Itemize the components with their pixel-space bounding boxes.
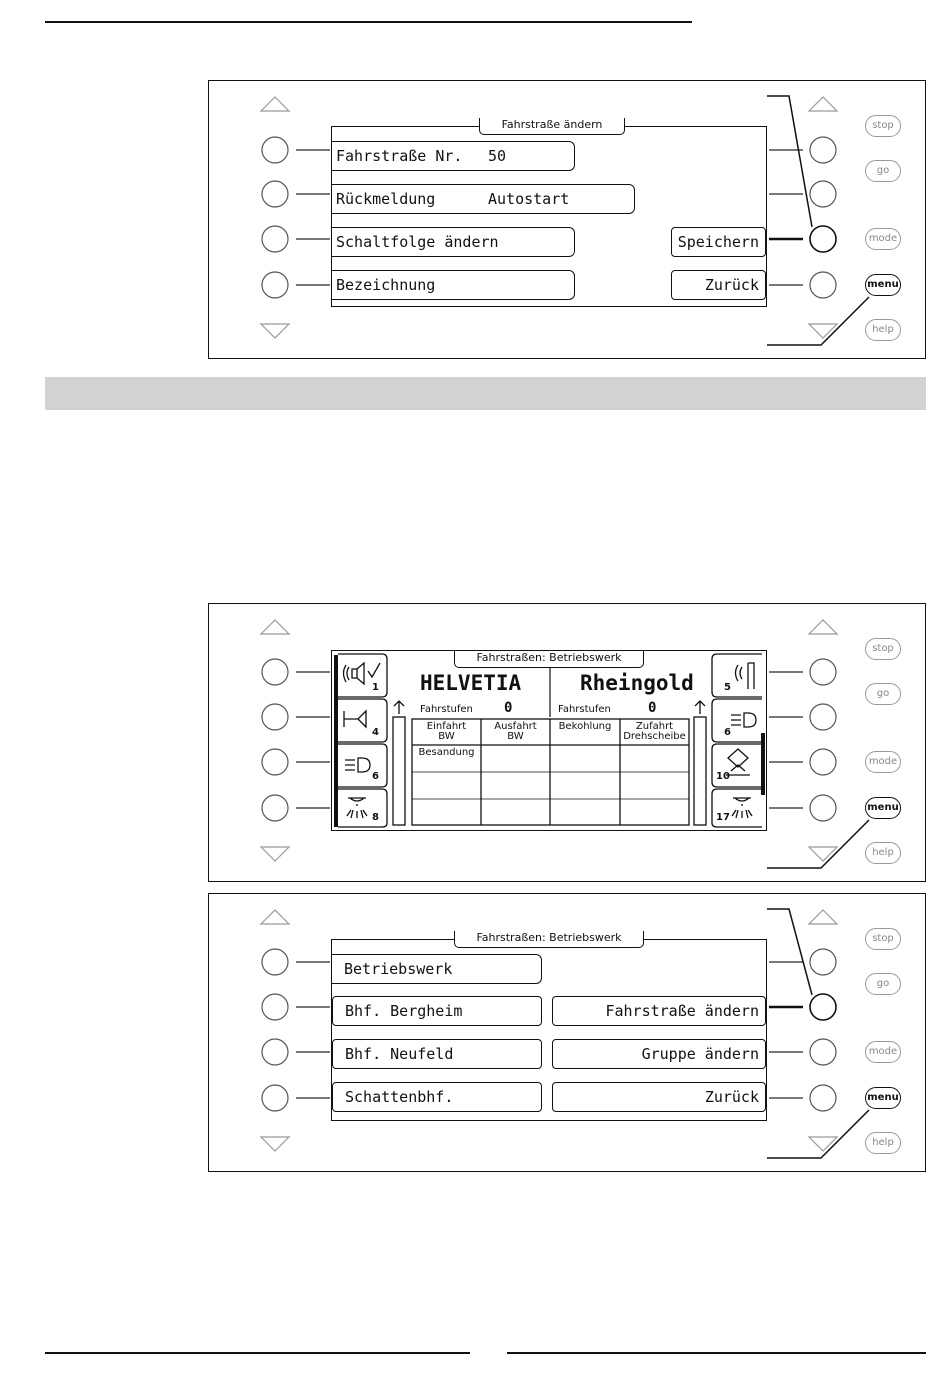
scroll-down-right-icon (809, 847, 837, 861)
screen-title: Fahrstraßen: Betriebswerk (454, 931, 644, 948)
feedback-value: Autostart (488, 190, 570, 208)
right-softkeys (769, 949, 836, 1111)
mode-key[interactable]: mode (865, 1041, 901, 1063)
column-header-line2: BW (438, 731, 455, 742)
function-button-left-6[interactable] (338, 744, 387, 787)
help-key[interactable]: help (865, 319, 901, 341)
left-softkeys (262, 137, 330, 298)
stop-key[interactable]: stop (865, 115, 901, 137)
menu-key[interactable]: menu (865, 274, 901, 296)
speed-steps-value-left: 0 (504, 700, 513, 716)
loco-name-right: Rheingold (580, 671, 694, 695)
function-button-left-8[interactable] (338, 789, 387, 827)
edit-group-button[interactable]: Gruppe ändern (552, 1039, 766, 1069)
left-softkeys (262, 659, 330, 821)
mode-key[interactable]: mode (865, 751, 901, 773)
callout-lines (767, 909, 869, 1158)
left-softkeys (262, 949, 330, 1111)
display-3 (331, 931, 767, 1121)
group-neufeld[interactable]: Bhf. Neufeld (332, 1039, 542, 1069)
column-header[interactable] (412, 722, 481, 742)
save-button[interactable]: Speichern (671, 227, 766, 257)
function-number: 5 (724, 682, 731, 693)
loco-name-left: HELVETIA (420, 671, 522, 695)
group-bergheim[interactable]: Bhf. Bergheim (332, 996, 542, 1026)
column-header-line1: Zufahrt (635, 721, 674, 732)
column-header-line1: Bekohlung (558, 721, 612, 732)
go-key[interactable]: go (865, 160, 901, 182)
function-number: 6 (372, 771, 379, 782)
speed-steps-value-right: 0 (648, 700, 657, 716)
display-2 (331, 650, 767, 831)
function-number: 6 (724, 727, 731, 738)
display-1 (331, 118, 767, 307)
top-rule (45, 21, 692, 23)
table-cell[interactable]: Besandung (418, 747, 475, 758)
device-panel-3 (208, 893, 926, 1172)
back-button[interactable]: Zurück (552, 1082, 766, 1112)
loco-display-graphics (332, 651, 768, 832)
scroll-down-right-icon (809, 1137, 837, 1151)
column-header-line1: Einfahrt (426, 721, 467, 732)
function-number: 4 (372, 727, 379, 738)
stop-key[interactable]: stop (865, 928, 901, 950)
scroll-up-right-icon (809, 910, 837, 924)
device-panel-1 (208, 80, 926, 359)
go-key[interactable]: go (865, 973, 901, 995)
scroll-down-left-icon (261, 1137, 289, 1151)
right-softkeys (769, 659, 836, 821)
route-number-label: Fahrstraße Nr. (336, 147, 463, 165)
route-number-field[interactable] (332, 141, 575, 171)
function-button-right-10[interactable] (712, 744, 762, 787)
callout-lines (767, 96, 869, 345)
scroll-up-left-icon (261, 97, 289, 111)
column-header-line1: Ausfahrt (494, 721, 537, 732)
scroll-up-left-icon (261, 620, 289, 634)
column-header-line2: BW (507, 731, 524, 742)
speed-steps-label-left: Fahrstufen (420, 704, 473, 715)
go-key[interactable]: go (865, 683, 901, 705)
scroll-up-right-icon (809, 97, 837, 111)
group-betriebswerk[interactable]: Betriebswerk (332, 954, 542, 984)
function-number: 8 (372, 812, 379, 823)
function-number: 10 (716, 771, 730, 782)
edit-route-button[interactable]: Fahrstraße ändern (552, 996, 766, 1026)
screen-title: Fahrstraße ändern (479, 118, 625, 135)
scroll-down-left-icon (261, 324, 289, 338)
back-button[interactable]: Zurück (671, 270, 766, 300)
scroll-down-left-icon (261, 847, 289, 861)
function-number: 1 (372, 682, 379, 693)
stop-key[interactable]: stop (865, 638, 901, 660)
column-header[interactable] (620, 722, 689, 742)
route-number-value: 50 (488, 147, 507, 165)
name-field[interactable]: Bezeichnung (332, 270, 575, 300)
column-header-line2: Drehscheibe (623, 731, 686, 742)
help-key[interactable]: help (865, 842, 901, 864)
callout-lines (767, 820, 869, 868)
bottom-rule-right (507, 1352, 926, 1354)
function-button-right-5[interactable] (712, 654, 762, 697)
scroll-down-right-icon (809, 324, 837, 338)
menu-key[interactable]: menu (865, 1087, 901, 1109)
function-number: 17 (716, 812, 730, 823)
help-key[interactable]: help (865, 1132, 901, 1154)
switch-sequence-button[interactable]: Schaltfolge ändern (332, 227, 575, 257)
bottom-rule-left (45, 1352, 470, 1354)
right-softkeys (769, 137, 836, 298)
function-button-left-4[interactable] (338, 699, 387, 742)
menu-key[interactable]: menu (865, 797, 901, 819)
feedback-field[interactable] (332, 184, 635, 214)
scroll-up-left-icon (261, 910, 289, 924)
column-header[interactable] (550, 722, 620, 732)
feedback-label: Rückmeldung (336, 190, 436, 208)
speed-steps-label-right: Fahrstufen (558, 704, 611, 715)
function-button-right-6[interactable] (712, 699, 762, 742)
mode-key[interactable]: mode (865, 228, 901, 250)
scroll-up-right-icon (809, 620, 837, 634)
group-schattenbhf[interactable]: Schattenbhf. (332, 1082, 542, 1112)
function-button-right-17[interactable] (712, 789, 762, 827)
function-button-left-1[interactable] (338, 654, 387, 697)
column-header[interactable] (481, 722, 550, 742)
screen-title: Fahrstraßen: Betriebswerk (454, 651, 644, 668)
section-band (45, 377, 926, 410)
device-panel-2 (208, 603, 926, 882)
